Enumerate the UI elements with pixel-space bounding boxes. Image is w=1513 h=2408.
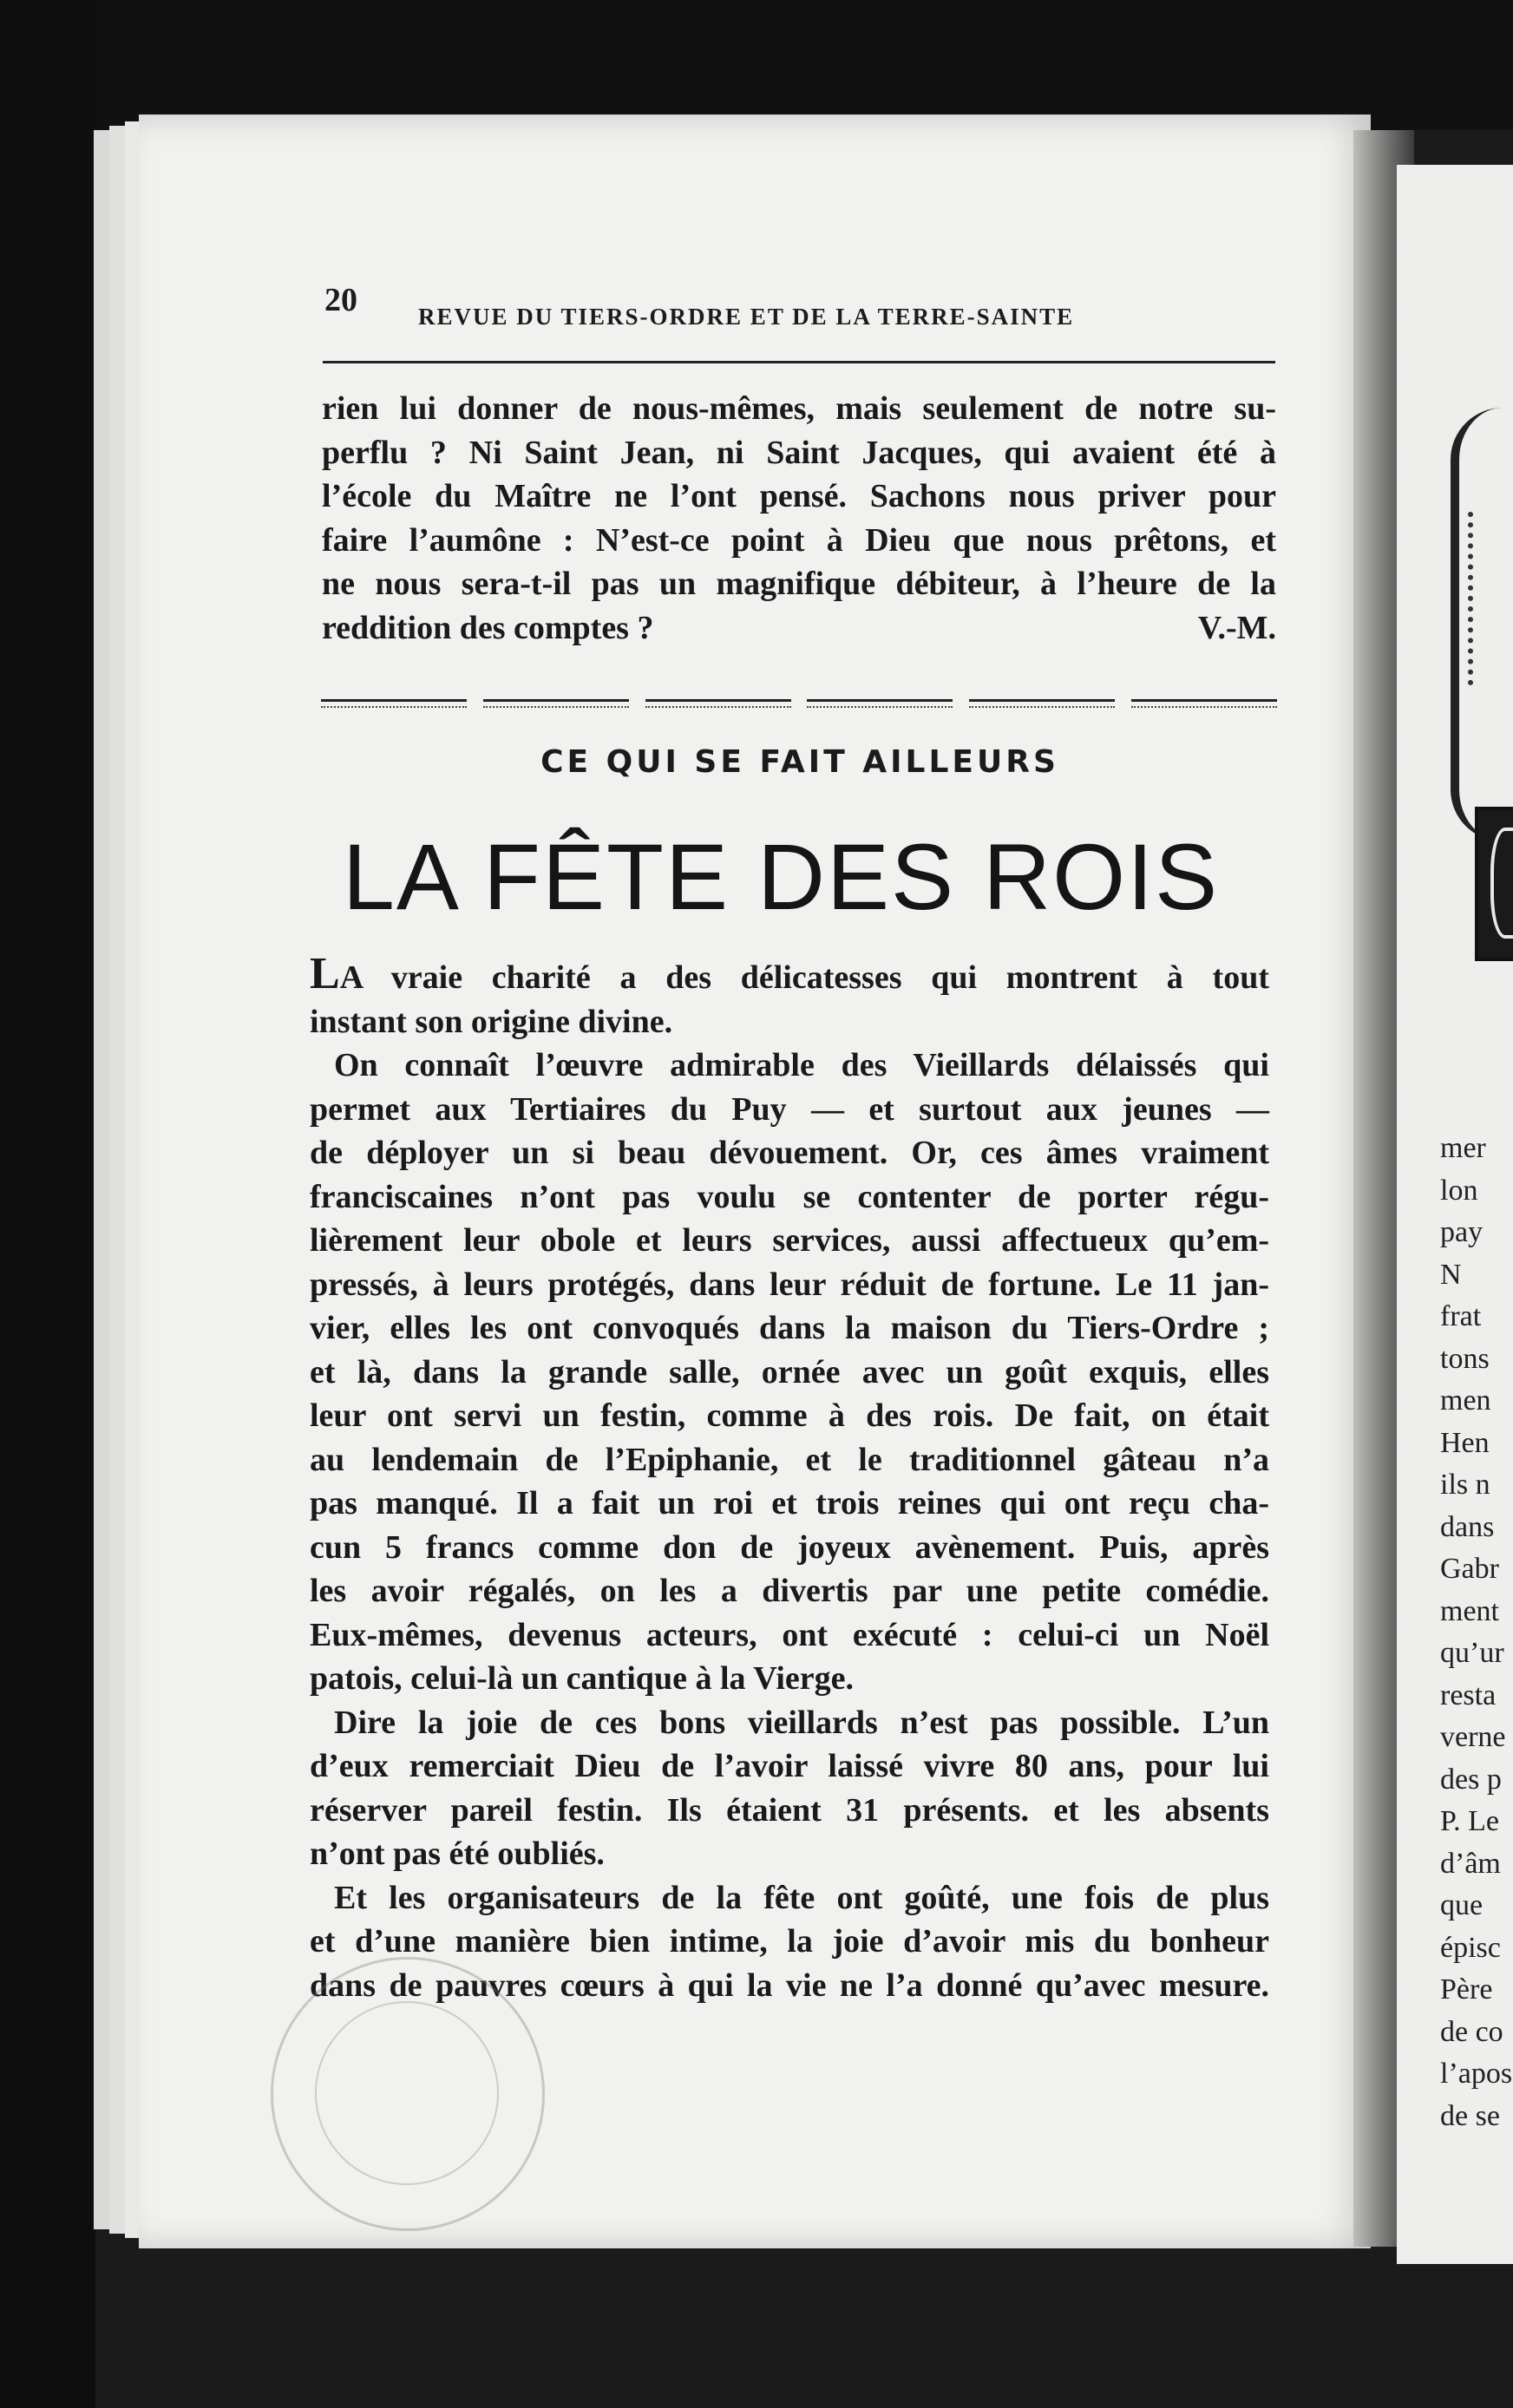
right-page-partial (1397, 165, 1513, 2264)
article-line: et là, dans la grande salle, ornée avec un goût exquis, elles (310, 1353, 1269, 1390)
article-line: instant son origine divine. (310, 1003, 673, 1040)
text-line: perflu ? Ni Saint Jean, ni Saint Jacques, qui avaient été à (322, 434, 1276, 471)
running-head: REVUE DU TIERS-ORDRE ET DE LA TERRE-SAINTE (418, 304, 1075, 330)
divider-segment (969, 699, 1115, 708)
text-line: ne nous sera-t-il pas un magnifique débiteur, à l’heure de la (322, 566, 1276, 602)
article-line: d’eux remerciait Dieu de l’avoir laissé vivre 80 ans, pour lui (310, 1748, 1269, 1784)
article-line: franciscaines n’ont pas voulu se contenter de porter régu- (310, 1178, 1269, 1215)
article-line: lièrement leur obole et leurs services, aussi affectueux qu’em- (310, 1222, 1269, 1259)
article-body (310, 949, 1269, 2007)
right-page-line: Hen (1440, 1426, 1490, 1459)
article-line: dans de pauvres cœurs à qui la vie ne l’a donné qu’avec mesure. (310, 1966, 1269, 2004)
divider-segment (1131, 699, 1277, 708)
text-line (322, 606, 1276, 651)
right-page-text (1440, 1128, 1513, 2137)
header-rule (323, 361, 1275, 363)
decorated-initial-icon (1475, 807, 1513, 961)
text-line: rien lui donner de nous-mêmes, mais seulement de notre su- (322, 390, 1276, 427)
right-page-line: l’apos (1440, 2058, 1513, 2090)
article-line: cun 5 francs comme don de joyeux avènement. Puis, après (310, 1528, 1269, 1566)
article-line: Dire la joie de ces bons vieillards n’est pas possible. L’un (334, 1704, 1269, 1741)
right-page-line: qu’ur (1440, 1637, 1504, 1669)
article-line: et d’une manière bien intime, la joie d’avoir mis du bonheur (310, 1923, 1269, 1960)
article-line: patois, celui-là un cantique à la Vierge. (310, 1660, 854, 1697)
library-stamp-icon (271, 1957, 545, 2231)
right-page-line: dans (1440, 1510, 1495, 1543)
text-line: faire l’aumône : N’est-ce point à Dieu que nous prêtons, et (322, 521, 1276, 559)
article-line: réserver pareil festin. Ils étaient 31 présents. et les absents (310, 1791, 1269, 1829)
right-page-line: mer (1440, 1132, 1486, 1164)
right-page-line: N (1440, 1258, 1462, 1291)
right-page-line: des p (1440, 1763, 1502, 1796)
right-page-line: que (1440, 1889, 1484, 1921)
right-page-line: resta (1440, 1678, 1497, 1711)
article-line: Et les organisateurs de la fête ont goûté, une fois de plus (334, 1879, 1269, 1916)
right-page-line: frat (1440, 1300, 1482, 1332)
right-page-line: pay (1440, 1216, 1484, 1248)
ornamental-divider (321, 699, 1277, 708)
article-line: pressés, à leurs protégés, dans leur réduit de fortune. Le 11 jan- (310, 1266, 1269, 1303)
article-line: On connaît l’œuvre admirable des Vieillards délaissés qui (334, 1047, 1269, 1083)
article-line: pas manqué. Il a fait un roi et trois reines qui ont reçu cha- (310, 1485, 1269, 1521)
section-heading: CE QUI SE FAIT AILLEURS (540, 744, 1059, 780)
right-page-line: ils n (1440, 1469, 1490, 1501)
divider-segment (483, 699, 629, 708)
page-number: 20 (324, 282, 357, 318)
right-page-line: P. Le (1440, 1805, 1499, 1837)
divider-segment (807, 699, 953, 708)
right-page-line: lon (1440, 1174, 1478, 1207)
right-page-line: de co (1440, 2015, 1503, 2048)
scan-background-left (0, 0, 95, 2408)
right-page-line: ment (1440, 1594, 1499, 1627)
right-page-line: de se (1440, 2099, 1500, 2132)
article-line: au lendemain de l’Epiphanie, et le traditionnel gâteau n’a (310, 1441, 1269, 1478)
article-title: LA FÊTE DES ROIS (342, 824, 1220, 929)
article-line: permet aux Tertiaires du Puy — et surtout aux jeunes — (310, 1090, 1269, 1128)
right-page-line: épisc (1440, 1931, 1501, 1964)
article-line: de déployer un si beau dévouement. Or, ces âmes vraiment (310, 1135, 1269, 1171)
first-line (310, 949, 1269, 1000)
right-page-line: d’âm (1440, 1847, 1501, 1880)
right-page-line: verne (1440, 1721, 1506, 1753)
article-line: Eux-mêmes, devenus acteurs, ont exécuté : celui-ci un Noël (310, 1616, 1269, 1653)
article-line: n’ont pas été oubliés. (310, 1835, 605, 1872)
right-page-line: Gabr (1440, 1553, 1499, 1585)
right-page-line: Père (1440, 1973, 1493, 2006)
text-line: l’école du Maître ne l’ont pensé. Sachons nous priver pour (322, 478, 1276, 514)
scan-background-top (0, 0, 1513, 130)
right-page-line: men (1440, 1384, 1491, 1417)
right-page-line: tons (1440, 1342, 1490, 1375)
divider-segment (321, 699, 467, 708)
continued-paragraph (322, 387, 1276, 650)
article-line: les avoir régalés, on les a divertis par une petite comédie. (310, 1573, 1269, 1609)
first-line-text: A vraie charité a des délicatesses qui montrent à tout (339, 959, 1269, 996)
article-line: leur ont servi un festin, comme à des rois. De fait, on était (310, 1397, 1269, 1434)
ornamental-border-icon (1451, 408, 1513, 841)
author-signature: V.-M. (1197, 609, 1276, 646)
text-line-content: reddition des comptes ? (322, 609, 654, 646)
article-line: vier, elles les ont convoqués dans la maison du Tiers-Ordre ; (310, 1310, 1269, 1346)
drop-initial: L (310, 949, 340, 998)
divider-segment (645, 699, 791, 708)
